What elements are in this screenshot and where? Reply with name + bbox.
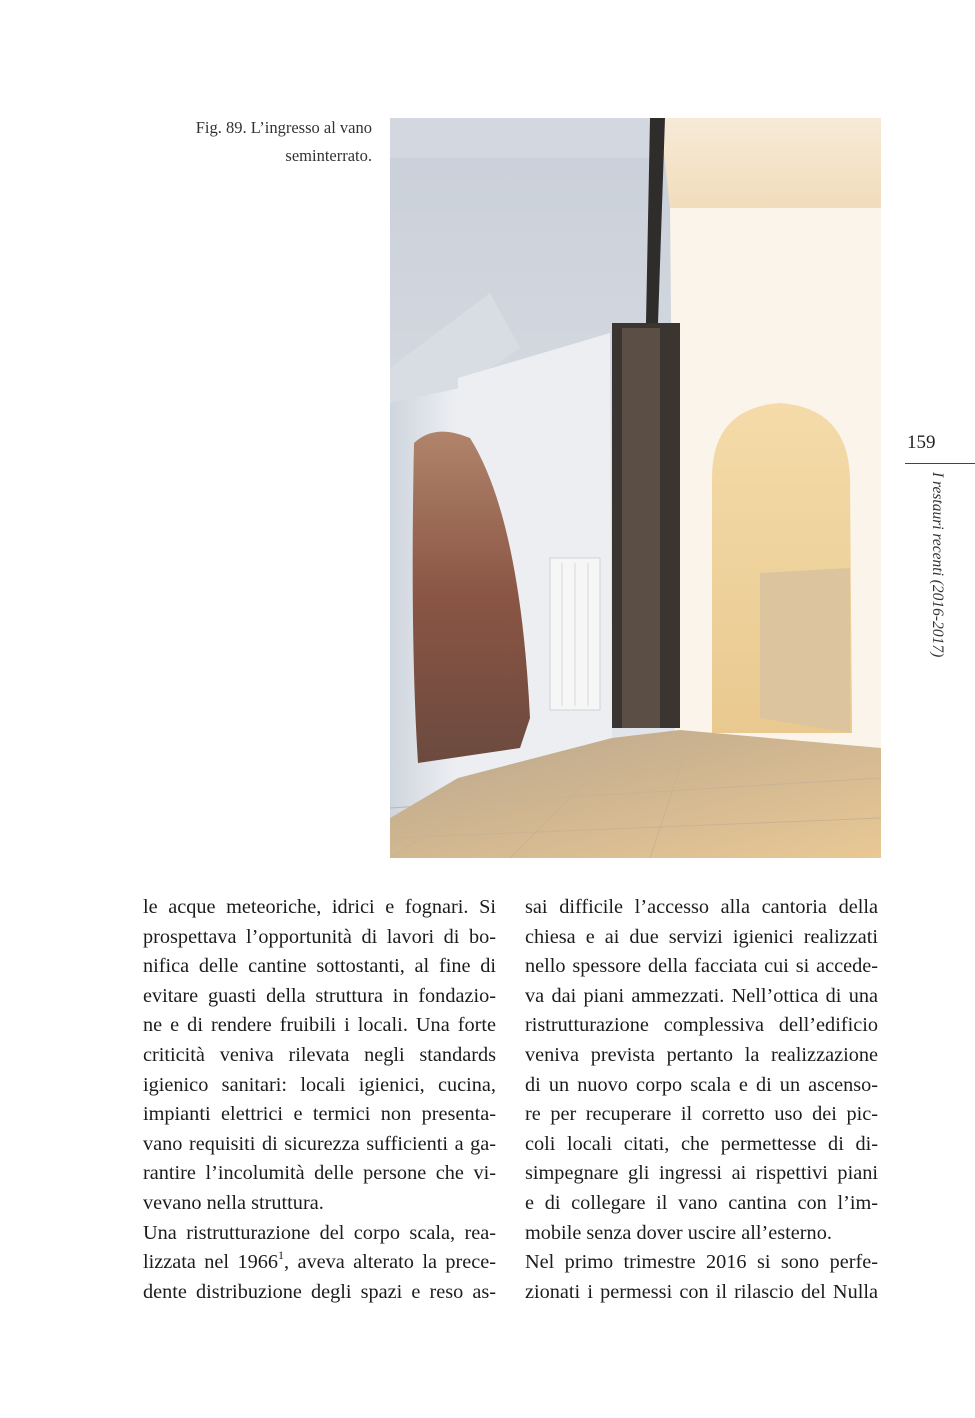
text-line: vevano nella struttura. (143, 1191, 324, 1214)
running-head-text: I restauri recenti (2016-2017) (929, 472, 946, 658)
text-line: zionati i permessi con il rilascio del Nulla (525, 1280, 878, 1303)
text-line: vano requisiti di sicurezza sufficienti a ga- (143, 1132, 496, 1155)
text-line: sai difficile l’accesso alla cantoria della (525, 896, 878, 918)
text-line: Una ristrutturazione del corpo scala, rea- (143, 1221, 496, 1244)
photo-illustration (390, 118, 881, 858)
text-line: nifica delle cantine sottostanti, al fine di (143, 955, 496, 978)
page-number: 159 (907, 432, 936, 453)
text-line: veniva prevista pertanto la realizzazione (525, 1043, 878, 1066)
text-line: dente distribuzione degli spazi e reso as- (143, 1280, 496, 1303)
page-number-rule (905, 463, 975, 464)
text-line: evitare guasti della struttura in fondazio- (143, 984, 496, 1007)
text-line: e di collegare il vano cantina con l’im- (525, 1191, 878, 1214)
text-line: re per recuperare il corretto uso dei pic- (525, 1103, 878, 1126)
running-head (926, 472, 946, 692)
text-line: va dai piani ammezzati. Nell’ottica di una (525, 984, 878, 1007)
text-line: Nel primo trimestre 2016 si sono perfe- (525, 1251, 878, 1274)
figure-caption-line-1: Fig. 89. L’ingresso al vano (195, 118, 372, 137)
text-segment: lizzata nel 1966 (143, 1251, 279, 1274)
text-line: le acque meteoriche, idrici e fognari. Si (143, 896, 496, 918)
text-line: coli locali citati, che permettesse di di- (525, 1132, 878, 1155)
text-line: igienico sanitari: locali igienici, cucina, (143, 1073, 496, 1096)
text-line: simpegnare gli ingressi ai rispettivi piani (525, 1162, 878, 1185)
text-line: ne e di rendere fruibili i locali. Una forte (143, 1014, 496, 1037)
text-line-with-footnote (143, 1248, 496, 1278)
footnote-reference[interactable]: 1 (278, 1248, 285, 1263)
figure-caption (150, 114, 372, 170)
text-line: di un nuovo corpo scala e di un ascenso- (525, 1073, 878, 1096)
text-line: ristrutturazione complessiva dell’edificio (525, 1014, 878, 1037)
body-text-right-column (525, 893, 878, 1307)
text-line: prospettava l’opportunità di lavori di bo- (143, 925, 496, 948)
text-line: nello spessore della facciata cui si accede- (525, 955, 878, 978)
text-line: mobile senza dover uscire all’esterno. (525, 1221, 832, 1244)
text-line: rantire l’incolumità delle persone che vi- (143, 1162, 496, 1185)
text-segment: , aveva alterato la prece- (284, 1251, 496, 1274)
figure-caption-line-2: seminterrato. (285, 146, 372, 165)
figure-photo-basement-entrance (390, 118, 881, 858)
text-line: chiesa e ai due servizi igienici realizzati (525, 925, 878, 948)
text-line: impianti elettrici e termici non presenta- (143, 1103, 496, 1126)
body-text-left-column (143, 893, 496, 1307)
text-line: criticità veniva rilevata negli standards (143, 1043, 496, 1066)
